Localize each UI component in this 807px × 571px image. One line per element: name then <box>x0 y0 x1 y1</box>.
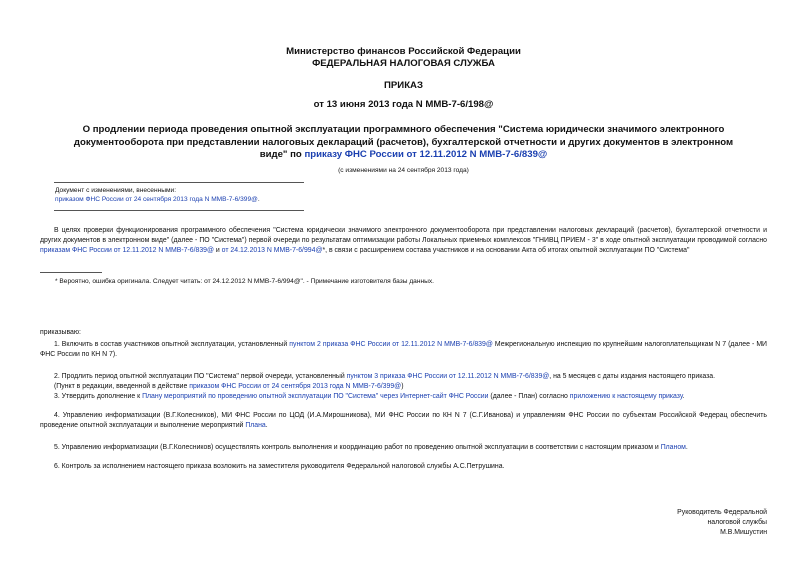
footnote-rule <box>40 272 102 273</box>
item-6: 6. Контроль за исполнением настоящего приказа возложить на заместителя руководителя Федеральной налоговой службы А.С.Петрушина. <box>54 463 505 470</box>
signature-position-2: налоговой службы <box>707 519 767 527</box>
preamble-link-order-994[interactable]: от 24.12.2013 N ММВ-7-6/994@ <box>221 247 323 255</box>
preamble-paragraph <box>40 226 767 257</box>
item-5 <box>54 443 767 453</box>
item-3-plan-link[interactable]: Плану мероприятий по проведению опытной эксплуатации ПО "Система" через Интернет-сайт ФНС России <box>142 393 489 400</box>
amend-end: . <box>257 196 260 203</box>
title-order-link[interactable]: приказу ФНС России от 12.11.2012 N ММВ-7-6/839@ <box>304 149 548 160</box>
footnote: * Вероятно, ошибка оригинала. Следует читать: от 24.12.2012 N ММВ-7-6/994@". - Примечание изготовителя базы данных. <box>55 278 434 285</box>
item-4-end: . <box>265 422 268 430</box>
item-4-plan-link[interactable]: Плана <box>245 422 266 430</box>
amend-top-rule <box>54 182 304 183</box>
item-2-note-text-1: (Пункт в редакции, введенной в действие <box>54 383 190 390</box>
signature-block <box>677 508 767 539</box>
item-2-note-text-2: ) <box>401 383 404 390</box>
amend-box <box>55 186 325 204</box>
item-2 <box>54 372 767 382</box>
item-2-link[interactable]: пунктом 3 приказа ФНС России от 12.11.2012 N ММВ-7-6/839@ <box>346 373 550 380</box>
amend-label: Документ с изменениями, внесенными: <box>55 187 177 194</box>
service-name: ФЕДЕРАЛЬНАЯ НАЛОГОВАЯ СЛУЖБА <box>312 58 495 69</box>
signature-position-1: Руководитель Федеральной <box>677 509 767 516</box>
item-2-note-link[interactable]: приказом ФНС России от 24 сентября 2013 года N ММВ-7-6/399@ <box>189 383 402 390</box>
item-2-text-1: 2. Продлить период опытной эксплуатации ПО "Система" первой очереди, установленный <box>54 373 347 380</box>
item-4-text: 4. Управлению информатизации (В.Г.Колесников), МИ ФНС России по ЦОД (И.А.Мирошникова), МИ ФНС России по КН N 7 (С.Г.Иванова) и управлениям ФНС России по субъектам Российской Федерац обеспечить проведение опытной эксплуатации и выполнение мероприятий <box>40 412 767 430</box>
amend-order-link[interactable]: приказом ФНС России от 24 сентября 2013 года N ММВ-7-6/399@ <box>55 196 258 203</box>
item-1-link[interactable]: пунктом 2 приказа ФНС России от 12.11.2012 N ММВ-7-6/839@ <box>289 341 493 348</box>
preamble-link-order-839[interactable]: приказам ФНС России от 12.11.2012 N ММВ-7-6/839@ <box>40 247 214 255</box>
item-3-text-1: 3. Утвердить дополнение к <box>54 393 143 400</box>
item-3-text-2: (далее - План) согласно <box>488 393 570 400</box>
item-3-appendix-link[interactable]: приложению к настоящему приказу <box>569 393 683 400</box>
document-type: ПРИКАЗ <box>384 80 423 91</box>
preamble-text-3: *, в связи с расширением состава участников и на основании Акта об итогах опытной эксплуатации ПО "Система" <box>322 247 690 255</box>
item-1-text-1: 1. Включить в состав участников опытной эксплуатации, установленный <box>54 341 290 348</box>
revision-note: (с изменениями на 24 сентября 2013 года) <box>338 167 469 174</box>
document-date-number: от 13 июня 2013 года N ММВ-7-6/198@ <box>313 99 494 110</box>
item-5-end: . <box>685 444 688 451</box>
item-1-text-2: Межрегиональную инспекцию по крупнейшим налогоплательщикам N 7 (далее - МИ ФНС России по КН N 7). <box>40 341 768 359</box>
title-text: О продлении периода проведения опытной эксплуатации программного обеспечения "Система юридически значимого электронного документооборота при представлении налоговых деклараций (расчетов), бухгалтерской отчетности и других документов в электронном виде" по <box>73 124 734 160</box>
document-title <box>60 124 747 162</box>
signature-name: М.В.Мишустин <box>720 529 767 537</box>
item-5-text: 5. Управлению информатизации (В.Г.Колесников) осуществлять контроль выполнения и координацию работ по проведению опытной эксплуатации в соответствии с настоящим приказом и <box>54 444 661 451</box>
item-4 <box>40 411 767 431</box>
order-word: приказываю: <box>40 329 81 336</box>
preamble-text-2: и <box>213 247 222 255</box>
amend-bottom-rule <box>54 210 304 211</box>
item-1 <box>40 340 767 360</box>
item-5-plan-link[interactable]: Планом <box>660 444 686 451</box>
preamble-text-1: В целях проверки функционирования программного обеспечения "Система юридически значимого электронного документооборота при представлении налоговых деклараций (расчетов), бухгалтерской отчетности и других документов в электронном виде" (далее - ПО "Система") первой очереди по результатам оптимизации работы Локальных приемных комплексов "ГНИВЦ ПРИЕМ - 3" в ходе опытной эксплуатации проводимой согласно <box>40 227 767 245</box>
item-2-text-2: , на 5 месяцев с даты издания настоящего приказа. <box>549 373 716 380</box>
amend-link-line <box>55 195 325 204</box>
item-2-note <box>54 382 767 392</box>
ministry-name: Министерство финансов Российской Федерации <box>286 46 521 57</box>
item-3-text-3: . <box>682 393 685 400</box>
item-3 <box>54 392 767 402</box>
